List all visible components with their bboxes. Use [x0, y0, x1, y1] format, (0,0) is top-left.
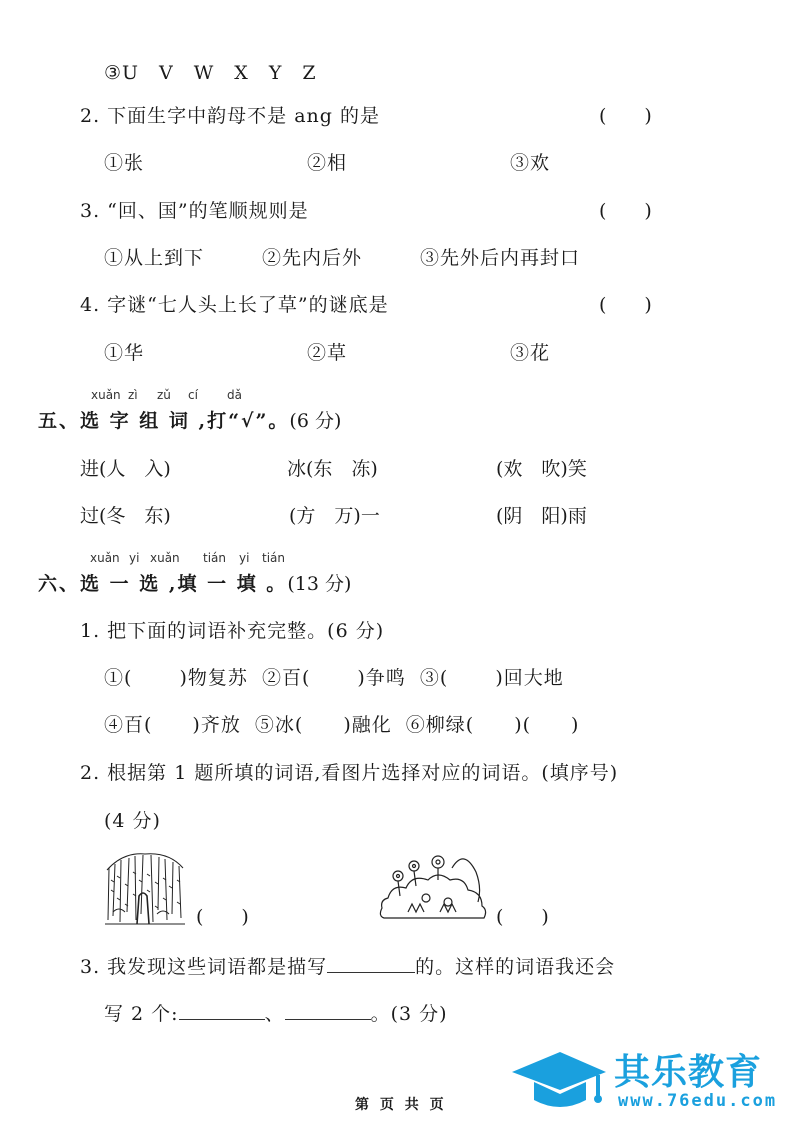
section6-q3-text-c: 写 2 个: [104, 1003, 179, 1025]
section5-item-5[interactable]: (方 万)一 [289, 505, 380, 527]
watermark-name: 其乐教育 [614, 1052, 763, 1093]
section6-q3-line1 [80, 952, 615, 979]
q2-option-3: ③欢 [510, 152, 551, 174]
section5-pinyin-1: xuǎn [91, 388, 121, 402]
q4-answer-paren[interactable]: ( ) [599, 294, 652, 316]
section6-q3-blank-1[interactable] [327, 954, 415, 973]
section6-q2-score: (4 分) [104, 810, 161, 832]
section6-q3-text-d: 。(3 分) [370, 1003, 448, 1025]
q3-answer-paren[interactable]: ( ) [599, 200, 652, 222]
section6-q2-stem: 2. 根据第 1 题所填的词语,看图片选择对应的词语。(填序号) [80, 762, 619, 784]
section5-score: (6 分) [289, 410, 342, 432]
section6-title [38, 569, 351, 596]
section6-pinyin-4: tián [203, 551, 226, 565]
image1-answer-paren[interactable]: ( ) [196, 906, 249, 928]
section6-pinyin-3: xuǎn [150, 551, 180, 565]
section6-q3-text-a: 3. 我发现这些词语都是描写 [80, 956, 328, 978]
section6-score: (13 分) [287, 573, 352, 595]
section6-q3-text-b: 的。这样的词语我还会 [415, 956, 616, 978]
section5-item-3[interactable]: (欢 吹)笑 [496, 458, 587, 480]
q3-option-1: ①从上到下 [104, 247, 205, 269]
image2-answer-paren[interactable]: ( ) [496, 906, 549, 928]
section5-pinyin-5: dǎ [227, 388, 242, 402]
section6-q3-line2 [104, 999, 448, 1026]
q2-option-2: ②相 [307, 152, 348, 174]
q4-option-1: ①华 [104, 342, 145, 364]
section5-item-4[interactable]: 过(冬 东) [80, 505, 171, 527]
q3-stem: 3. “回、国”的笔顺规则是 [80, 200, 309, 222]
section5-title-text: 五、选 字 组 词 ,打“√”。 [38, 410, 290, 432]
section6-q3-sep: 、 [264, 1003, 285, 1025]
q2-answer-paren[interactable]: ( ) [599, 105, 652, 127]
section5-item-2[interactable]: 冰(东 冻) [287, 458, 378, 480]
q4-stem: 4. 字谜“七人头上长了草”的谜底是 [80, 294, 389, 316]
q4-option-2: ②草 [307, 342, 348, 364]
section6-pinyin-1: xuǎn [90, 551, 120, 565]
section5-pinyin-2: zì [128, 388, 138, 402]
q4-option-3: ③花 [510, 342, 551, 364]
section5-item-1[interactable]: 进(人 入) [80, 458, 171, 480]
section6-pinyin-6: tián [262, 551, 285, 565]
section6-q3-blank-3[interactable] [285, 1001, 371, 1020]
section5-pinyin-4: cí [188, 388, 198, 402]
section6-q1-stem: 1. 把下面的词语补充完整。(6 分) [80, 620, 385, 642]
section6-pinyin-2: yi [129, 551, 140, 565]
flowers-image [378, 848, 488, 926]
q2-option-1: ①张 [104, 152, 145, 174]
section6-pinyin-5: yi [239, 551, 250, 565]
graduation-cap-icon [508, 1044, 608, 1114]
q1-option-3: ③U V W X Y Z [104, 62, 317, 84]
willow-tree-image [103, 850, 187, 926]
q3-option-3: ③先外后内再封口 [420, 247, 581, 269]
section6-q3-blank-2[interactable] [179, 1001, 265, 1020]
q2-stem: 2. 下面生字中韵母不是 ang 的是 [80, 105, 380, 127]
watermark-url: www.76edu.com [618, 1091, 778, 1111]
q3-option-2: ②先内后外 [262, 247, 363, 269]
section5-item-6[interactable]: (阴 阳)雨 [496, 505, 587, 527]
section6-q1-line2[interactable]: ④百( )齐放 ⑤冰( )融化 ⑥柳绿( )( ) [104, 714, 580, 736]
section6-q1-line1[interactable]: ①( )物复苏 ②百( )争鸣 ③( )回大地 [104, 667, 564, 689]
section5-title [38, 406, 341, 433]
section6-title-text: 六、选 一 选 ,填 一 填 。 [38, 573, 288, 595]
page-footer: 第 页 共 页 [355, 1097, 447, 1113]
section5-pinyin-3: zǔ [157, 388, 171, 402]
